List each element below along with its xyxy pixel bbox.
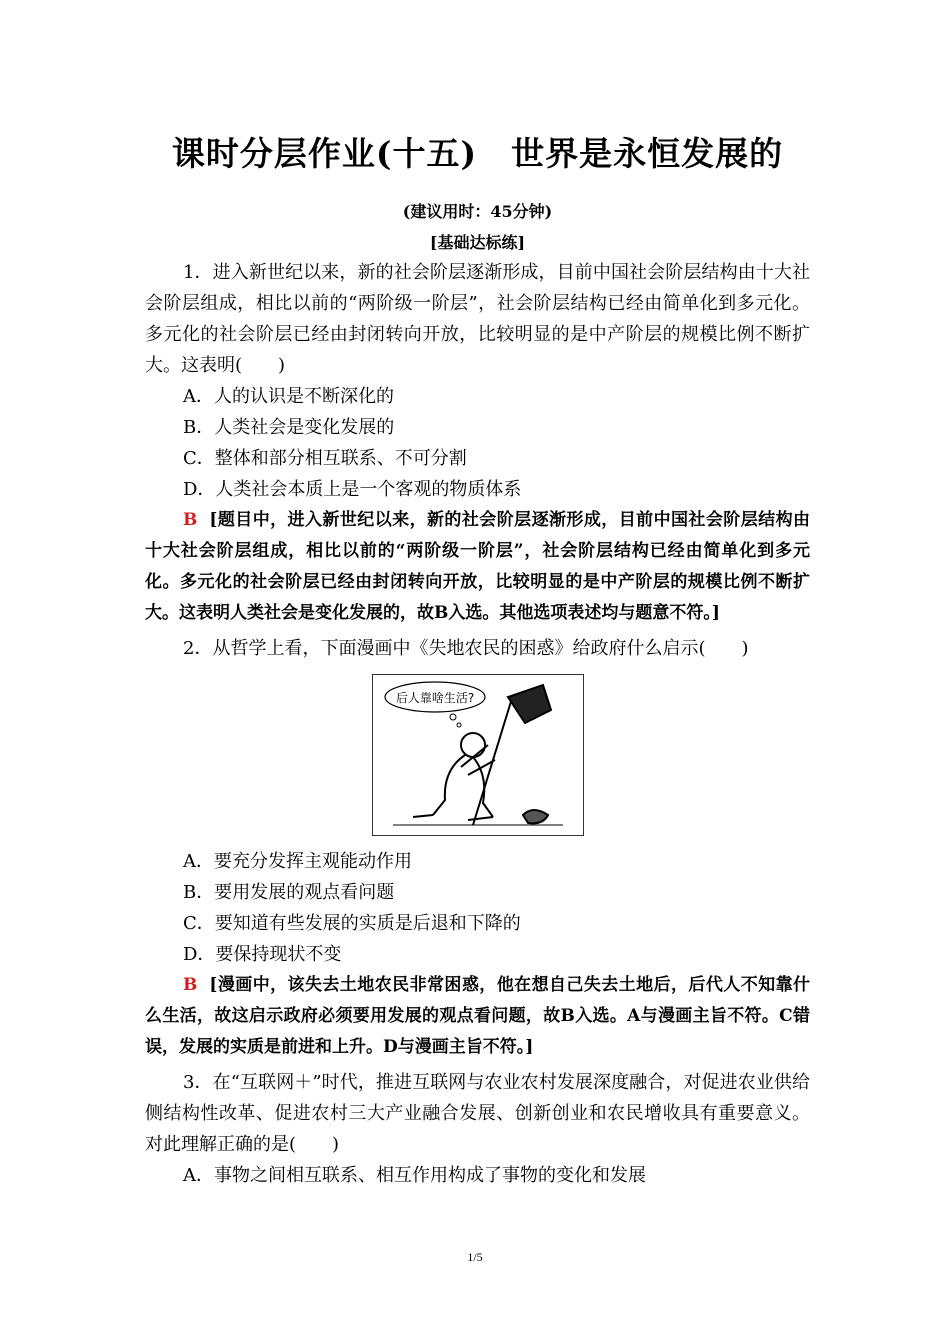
question-1-stem: 1．进入新世纪以来，新的社会阶层逐渐形成，目前中国社会阶层结构由十大社会阶层组成，相比以前的“两阶级一阶层”，社会阶层结构已经由简单化到多元化。多元化的社会阶层已经由封闭转向开放，比较明显的是中产阶层的规模比例不断扩大。这表明( ) (145, 262, 810, 376)
cartoon-image (372, 674, 584, 836)
question-2-stem: 2．从哲学上看，下面漫画中《失地农民的困惑》给政府什么启示( ) (183, 638, 749, 659)
question-1-answer (145, 505, 810, 629)
question-1-option-c: C．整体和部分相互联系、不可分割 (183, 448, 467, 469)
page-title: 课时分层作业(十五) 世界是永恒发展的 (171, 134, 784, 173)
suggested-time: (建议用时：45分钟) (402, 202, 553, 221)
document-page (145, 120, 810, 1191)
question-1-answer-letter: B (183, 510, 198, 530)
question-2-answer-letter: B (183, 975, 198, 995)
question-2-option-d: D．要保持现状不变 (183, 944, 342, 965)
page-number: 1/5 (467, 1250, 483, 1264)
section-heading: [基础达标练] (429, 233, 526, 252)
question-3-stem: 3．在“互联网＋”时代，推进互联网与农业农村发展深度融合，对促进农业供给侧结构性改革、促进农村三大产业融合发展、创新创业和农民增收具有重要意义。对此理解正确的是( ) (145, 1072, 810, 1155)
question-1-option-b: B．人类社会是变化发展的 (183, 417, 395, 438)
thought-dot (450, 714, 456, 720)
cartoon-caption: 后人靠啥生活? (395, 691, 474, 705)
question-2-explanation: [漫画中，该失去土地农民非常困惑，他在想自己失去土地后，后代人不知靠什么生活，故这启示政府必须要用发展的观点看问题，故B入选。A与漫画主旨不符。C错误，发展的实质是前进和上升。D与漫画主旨不符。] (145, 975, 810, 1057)
question-2-option-b: B．要用发展的观点看问题 (183, 882, 395, 903)
question-1-option-a: A．人的认识是不断深化的 (183, 386, 394, 407)
question-3-option-a: A．事物之间相互联系、相互作用构成了事物的变化和发展 (183, 1165, 646, 1186)
question-1-explanation: [题目中，进入新世纪以来，新的社会阶层逐渐形成，目前中国社会阶层结构由十大社会阶层组成，相比以前的“两阶级一阶层”，社会阶层结构已经由简单化到多元化。多元化的社会阶层已经由封闭转向开放，比较明显的是中产阶层的规模比例不断扩大。这表明人类社会是变化发展的，故B入选。其他选项表述均与题意不符。] (145, 510, 810, 623)
question-2-option-a: A．要充分发挥主观能动作用 (183, 851, 412, 872)
question-2-option-c: C．要知道有些发展的实质是后退和下降的 (183, 913, 521, 934)
thought-dot (457, 723, 461, 727)
question-2-answer (145, 970, 810, 1063)
question-1-option-d: D．人类社会本质上是一个客观的物质体系 (183, 479, 522, 500)
